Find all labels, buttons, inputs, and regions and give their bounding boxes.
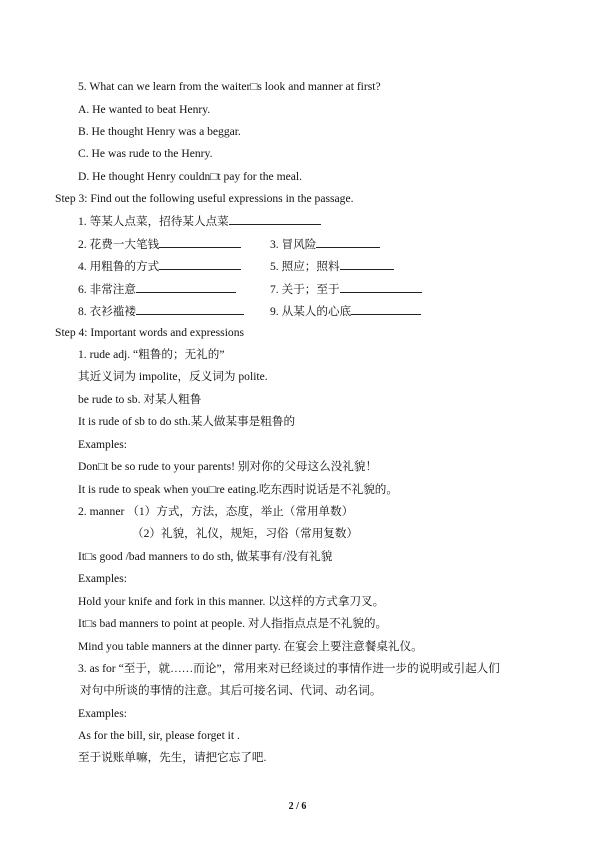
answer-blank[interactable] [229,213,321,225]
example-sentence: It is rude to speak when you□re eating.吃东西时说话是不礼貌的。 [78,483,398,496]
answer-blank[interactable] [340,281,422,293]
rude-phrase-1: be rude to sb. 对某人粗鲁 [78,393,202,406]
asfor-title: 3. as for “至于，就……而论”，常用来对已经谈过的事情作进一步的说明或引起人们 [78,662,500,675]
rude-synonym: 其近义词为 impolite，反义词为 polite. [78,370,268,383]
examples-label: Examples: [78,707,127,720]
examples-label: Examples: [78,438,127,451]
page-number: 2 / 6 [288,801,307,812]
examples-label: Examples: [78,572,127,585]
example-translation: 至于说账单嘛，先生，请把它忘了吧. [78,751,267,764]
question-5-stem: 5. What can we learn from the waiter□s look and manner at first? [78,80,381,93]
expression-item: 7. 关于；至于 [270,281,422,297]
expression-item: 3. 冒风险 [270,236,380,252]
expression-item: 2. 花费一大笔钱 [78,236,241,252]
option-b: B. He thought Henry was a beggar. [78,125,241,138]
answer-blank[interactable] [159,236,241,248]
asfor-continuation: 对句中所谈的事情的注意。其后可接名词、代词、动名词。 [80,684,382,697]
step3-heading: Step 3: Find out the following useful expressions in the passage. [55,192,354,205]
example-sentence: Mind you table manners at the dinner party. 在宴会上要注意餐桌礼仪。 [78,640,423,653]
expression-item: 1. 等某人点菜，招待某人点菜 [78,213,321,229]
example-sentence: Hold your knife and fork in this manner. 以这样的方式拿刀叉。 [78,595,385,608]
manner-phrase: It□s good /bad manners to do sth, 做某事有/没有礼貌 [78,550,333,563]
expression-item: 8. 衣衫褴褛 [78,303,244,319]
example-sentence: It□s bad manners to point at people. 对人指指点点是不礼貌的。 [78,617,388,630]
answer-blank[interactable] [159,258,241,270]
option-c: C. He was rude to the Henry. [78,147,213,160]
manner-sense-2: （2）礼貌，礼仪，规矩，习俗（常用复数） [132,527,359,540]
expression-item: 9. 从某人的心底 [270,303,421,319]
example-sentence: Don□t be so rude to your parents! 别对你的父母这么没礼貌！ [78,460,378,473]
answer-blank[interactable] [316,236,380,248]
option-d: D. He thought Henry couldn□t pay for the meal. [78,170,303,183]
answer-blank[interactable] [136,303,244,315]
step4-heading: Step 4: Important words and expressions [55,326,245,339]
manner-title: 2. manner （1）方式，方法，态度，举止（常用单数） [78,505,354,518]
answer-blank[interactable] [340,258,394,270]
expression-item: 5. 照应；照料 [270,258,394,274]
expression-item: 6. 非常注意 [78,281,236,297]
answer-blank[interactable] [136,281,236,293]
option-a: A. He wanted to beat Henry. [78,103,211,116]
expression-item: 4. 用粗鲁的方式 [78,258,241,274]
rude-title: 1. rude adj. “粗鲁的；无礼的” [78,348,225,361]
answer-blank[interactable] [351,303,421,315]
example-sentence: As for the bill, sir, please forget it . [78,729,240,742]
rude-phrase-2: It is rude of sb to do sth.某人做某事是粗鲁的 [78,415,296,428]
